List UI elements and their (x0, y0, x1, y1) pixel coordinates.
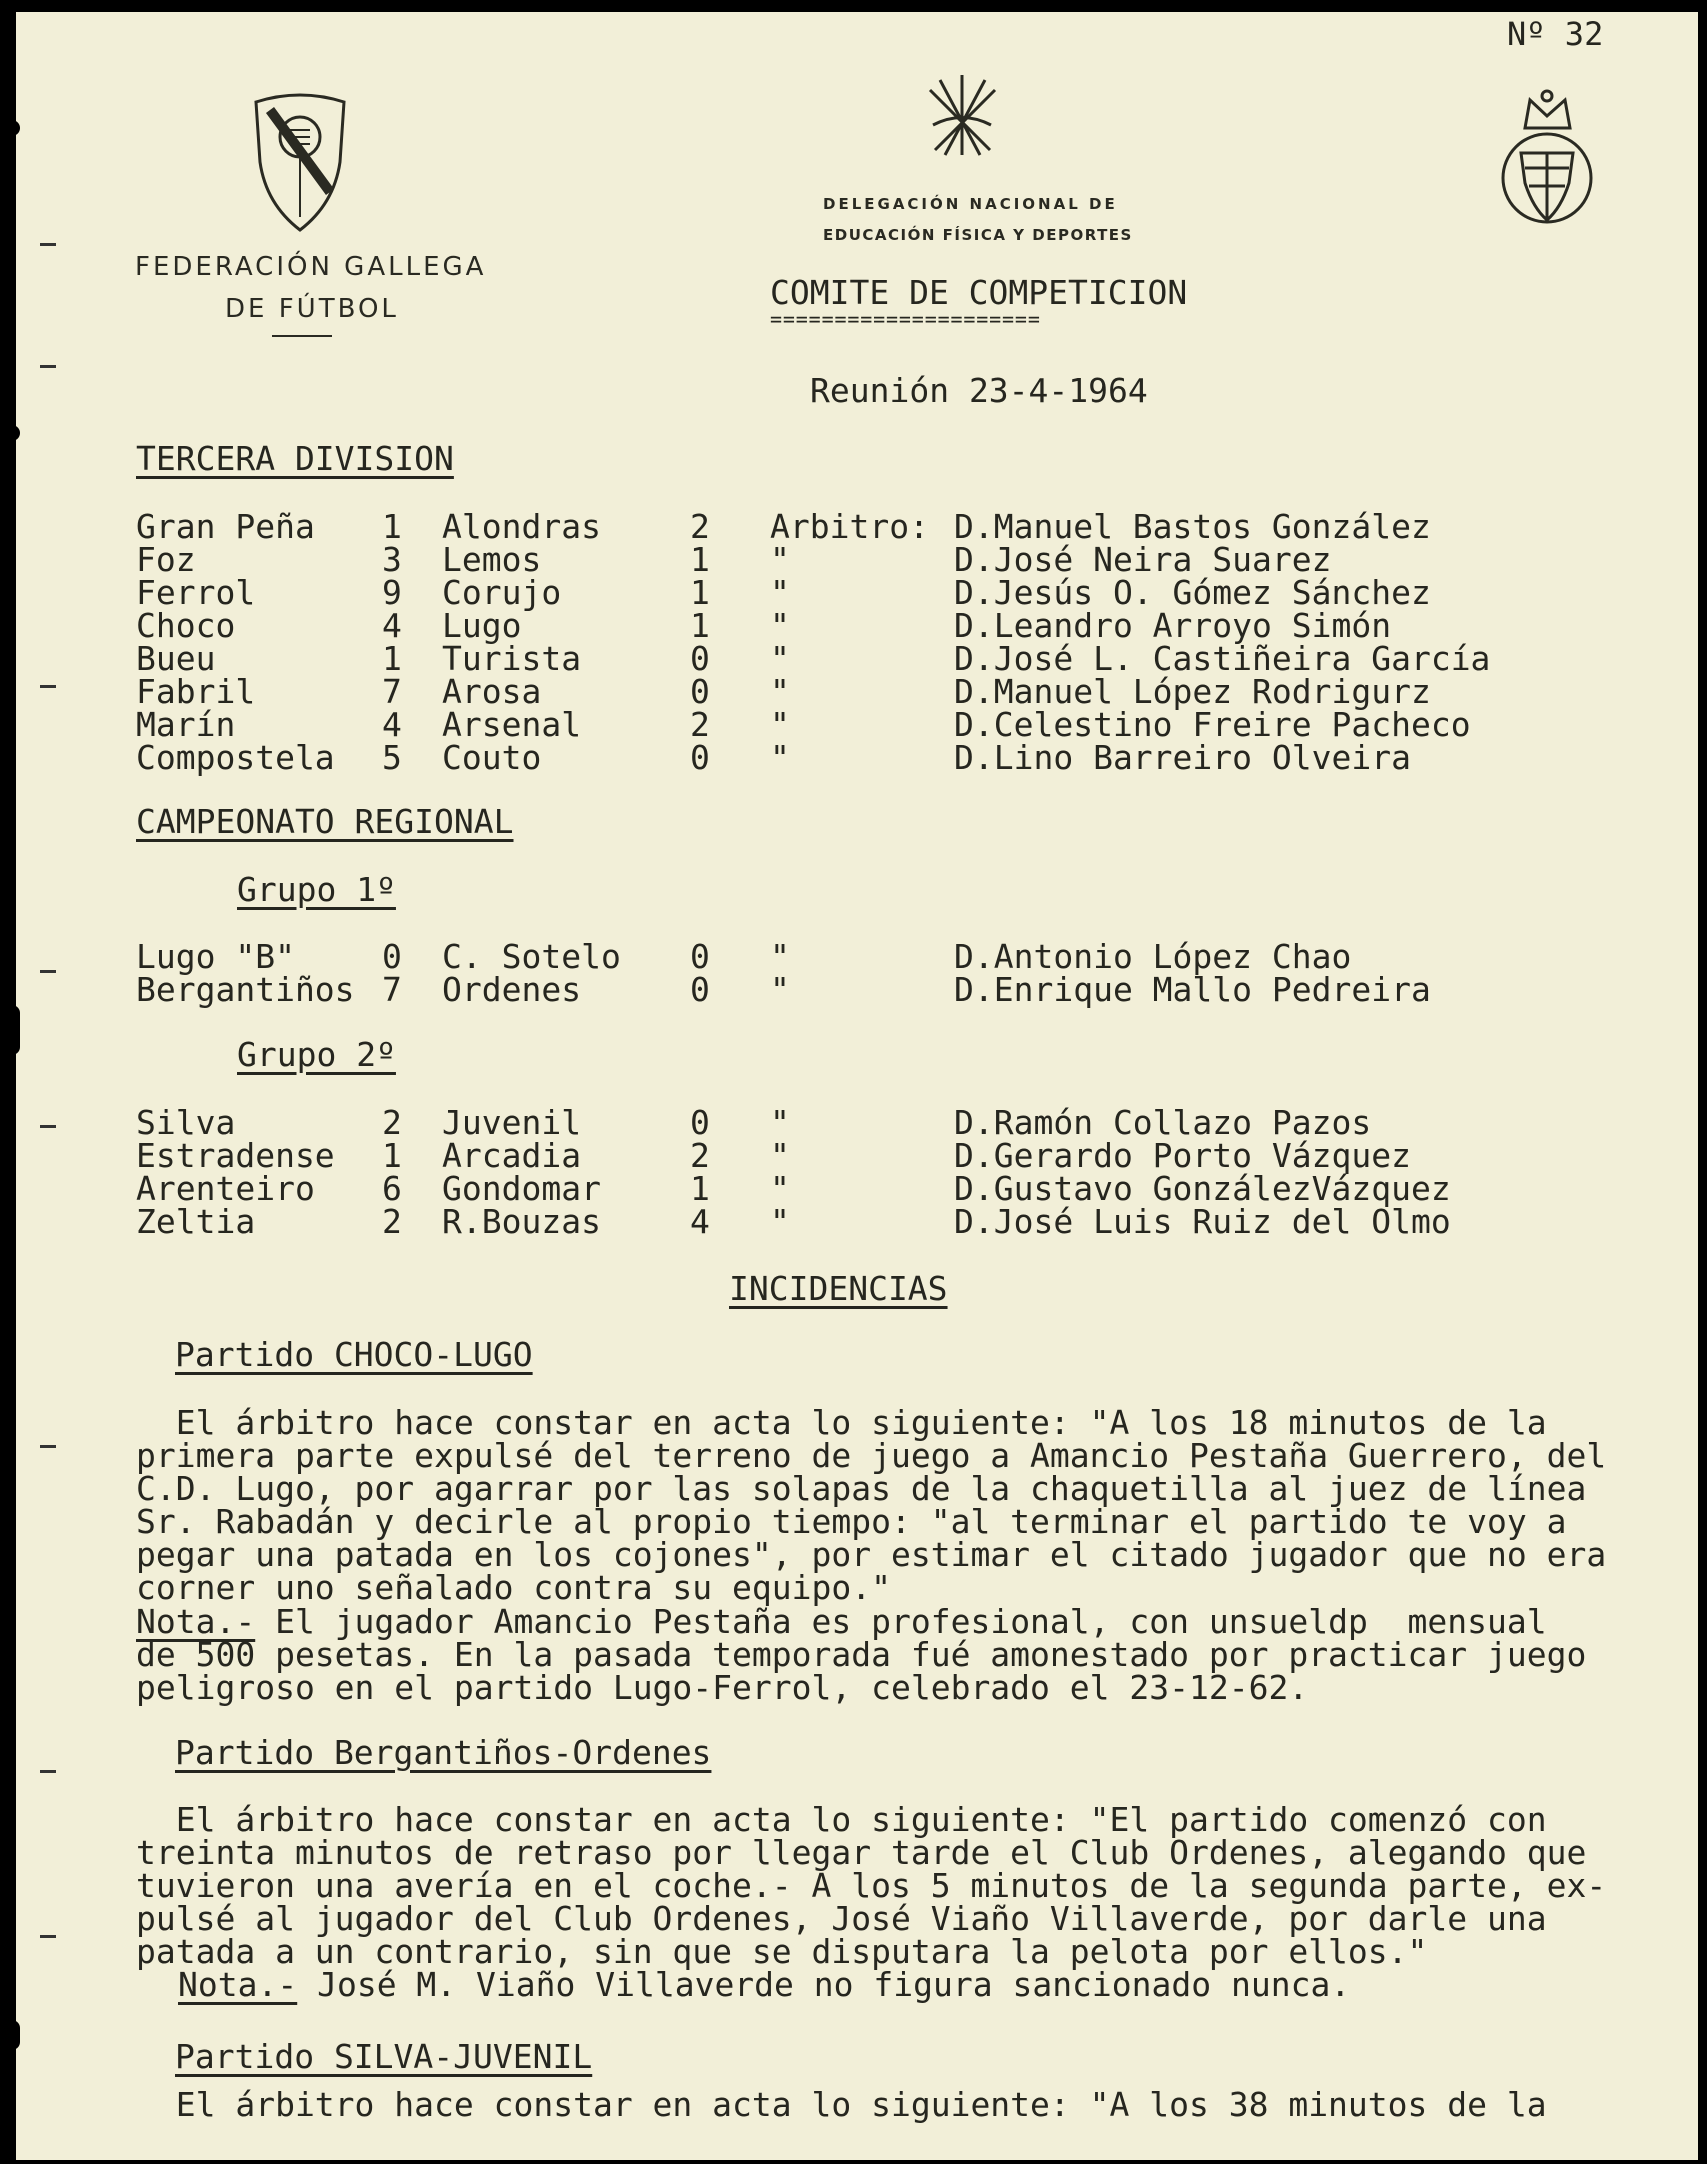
choco-nota-line3: peligroso en el partido Lugo-Ferrol, celebrado el 23-12-62. (136, 1668, 1309, 1707)
choco-report-line: Sr. Rabadán y decirle al propio tiempo: "al terminar el partido te voy a (136, 1502, 1567, 1541)
tercera-match-home: Foz (136, 540, 196, 579)
choco-report-line: corner uno señalado contra su equipo." (136, 1568, 891, 1607)
group2-match-referee: D.Ramón Collazo Pazos (954, 1103, 1372, 1142)
group2-match-hs: 6 (382, 1169, 402, 1208)
meeting-date: Reunión 23-4-1964 (810, 371, 1148, 410)
group1-match-home: Bergantiños (136, 970, 355, 1009)
tercera-match-away: Lugo (442, 606, 522, 645)
group2-match-home: Arenteiro (136, 1169, 315, 1208)
group1-heading: Grupo 1º (237, 870, 396, 909)
group1-match-referee: D.Antonio López Chao (954, 937, 1352, 976)
group2-match-ref-label: " (770, 1169, 790, 1208)
group2-match-home: Estradense (136, 1136, 335, 1175)
group2-match-as: 4 (690, 1202, 710, 1241)
tercera-match-ref-label: " (770, 606, 790, 645)
tercera-match-as: 0 (690, 738, 710, 777)
committee-title-rule: ===================== (770, 307, 1041, 331)
incidencias-heading: INCIDENCIAS (729, 1269, 948, 1308)
group2-match-away: Gondomar (442, 1169, 601, 1208)
berg-nota-label: Nota.- (178, 1965, 298, 2004)
group2-match-hs: 2 (382, 1202, 402, 1241)
tercera-match-hs: 3 (382, 540, 402, 579)
group2-match-as: 0 (690, 1103, 710, 1142)
group1-match-hs: 0 (382, 937, 402, 976)
tercera-match-referee: D.José Neira Suarez (954, 540, 1332, 579)
delegation-line1: DELEGACIÓN NACIONAL DE (823, 195, 1118, 213)
regional-heading: CAMPEONATO REGIONAL (136, 802, 514, 841)
choco-nota-line1: El jugador Amancio Pestaña es profesional, con unsueldp mensual (255, 1602, 1547, 1641)
tercera-match-hs: 9 (382, 573, 402, 612)
group2-match-away: Arcadia (442, 1136, 582, 1175)
tercera-match-away: Arosa (442, 672, 542, 711)
binding-tick (40, 1935, 56, 1938)
tercera-match-hs: 1 (382, 507, 402, 546)
binding-tick (40, 1125, 56, 1128)
silva-juvenil-title: Partido SILVA-JUVENIL (175, 2037, 593, 2076)
group2-match-as: 2 (690, 1136, 710, 1175)
choco-report-line: pegar una patada en los cojones", por estimar el citado jugador que no era (136, 1535, 1607, 1574)
choco-report-line: El árbitro hace constar en acta lo siguiente: "A los 18 minutos de la (136, 1403, 1547, 1442)
berg-report-line: treinta minutos de retraso por llegar tarde el Club Ordenes, alegando que (136, 1833, 1587, 1872)
tercera-match-as: 0 (690, 639, 710, 678)
tercera-match-away: Lemos (442, 540, 542, 579)
berg-report-line: pulsé al jugador del Club Ordenes, José Viaño Villaverde, por darle una (136, 1899, 1547, 1938)
tercera-match-home: Bueu (136, 639, 216, 678)
binding-tick (40, 970, 56, 973)
berg-report-line: tuvieron una avería en el coche.- A los 5 minutos de la segunda parte, ex- (136, 1866, 1607, 1905)
group2-match-hs: 2 (382, 1103, 402, 1142)
tercera-match-ref-label: " (770, 705, 790, 744)
committee-title: COMITE DE COMPETICION (770, 273, 1188, 312)
silva-report-line: El árbitro hace constar en acta lo siguiente: "A los 38 minutos de la (136, 2085, 1547, 2124)
group1-match-referee: D.Enrique Mallo Pedreira (954, 970, 1431, 1009)
group2-heading: Grupo 2º (237, 1035, 396, 1074)
tercera-match-referee: D.Lino Barreiro Olveira (954, 738, 1411, 777)
berg-report-line: patada a un contrario, sin que se disputara la pelota por ellos." (136, 1932, 1428, 1971)
binding-tick (40, 685, 56, 688)
document-number: Nº 32 (1507, 15, 1604, 53)
tercera-match-ref-label: " (770, 639, 790, 678)
berg-nota-text: José M. Viaño Villaverde no figura sancionado nunca. (297, 1965, 1351, 2004)
delegation-line2: EDUCACIÓN FÍSICA Y DEPORTES (823, 226, 1133, 244)
tercera-match-as: 1 (690, 540, 710, 579)
binding-tick (40, 365, 56, 368)
tercera-match-home: Gran Peña (136, 507, 315, 546)
group2-match-referee: D.José Luis Ruiz del Olmo (954, 1202, 1451, 1241)
group2-match-as: 1 (690, 1169, 710, 1208)
tercera-match-referee: D.Leandro Arroyo Simón (954, 606, 1392, 645)
tercera-division-heading: TERCERA DIVISION (136, 439, 454, 478)
group1-match-as: 0 (690, 970, 710, 1009)
group2-match-home: Silva (136, 1103, 236, 1142)
group1-match-hs: 7 (382, 970, 402, 1009)
choco-report-line: C.D. Lugo, por agarrar por las solapas de la chaquetilla al juez de línea (136, 1469, 1587, 1508)
group2-match-home: Zeltia (136, 1202, 256, 1241)
tercera-match-home: Compostela (136, 738, 335, 777)
berg-report-line: El árbitro hace constar en acta lo siguiente: "El partido comenzó con (136, 1800, 1547, 1839)
group1-match-ref-label: " (770, 970, 790, 1009)
tercera-match-ref-label: " (770, 672, 790, 711)
group1-match-away: Ordenes (442, 970, 582, 1009)
group2-match-hs: 1 (382, 1136, 402, 1175)
tercera-match-referee: D.Manuel Bastos González (954, 507, 1431, 546)
tercera-match-as: 1 (690, 606, 710, 645)
tercera-match-ref-label: " (770, 738, 790, 777)
tercera-match-hs: 5 (382, 738, 402, 777)
bergantinos-ordenes-title: Partido Bergantiños-Ordenes (175, 1733, 712, 1772)
tercera-match-as: 0 (690, 672, 710, 711)
choco-lugo-title: Partido CHOCO-LUGO (175, 1335, 533, 1374)
yoke-arrows-emblem (925, 70, 1000, 160)
group1-match-ref-label: " (770, 937, 790, 976)
tercera-match-referee: D.Manuel López Rodrigurz (954, 672, 1431, 711)
crown-emblem (1495, 88, 1600, 233)
binding-tick (40, 243, 56, 246)
binding-tick (40, 1770, 56, 1773)
tercera-match-home: Fabril (136, 672, 256, 711)
group2-match-ref-label: " (770, 1103, 790, 1142)
tercera-match-as: 2 (690, 705, 710, 744)
tercera-match-away: Arsenal (442, 705, 582, 744)
tercera-match-hs: 1 (382, 639, 402, 678)
group1-match-as: 0 (690, 937, 710, 976)
binding-tick (40, 1445, 56, 1448)
federation-shield-emblem (250, 92, 350, 234)
federation-name-line2: DE FÚTBOL (225, 294, 399, 324)
choco-nota-label: Nota.- (136, 1602, 256, 1641)
tercera-match-ref-label: " (770, 573, 790, 612)
binding-punch (0, 120, 20, 136)
group2-match-referee: D.Gerardo Porto Vázquez (954, 1136, 1411, 1175)
group1-match-home: Lugo "B" (136, 937, 295, 976)
tercera-match-away: Corujo (442, 573, 562, 612)
tercera-match-away: Turista (442, 639, 582, 678)
tercera-match-away: Alondras (442, 507, 601, 546)
choco-report-line: primera parte expulsé del terreno de juego a Amancio Pestaña Guerrero, del (136, 1436, 1607, 1475)
tercera-match-as: 1 (690, 573, 710, 612)
tercera-match-hs: 7 (382, 672, 402, 711)
tercera-match-hs: 4 (382, 606, 402, 645)
tercera-match-referee: D.José L. Castiñeira García (954, 639, 1491, 678)
tercera-match-referee: D.Jesús O. Gómez Sánchez (954, 573, 1431, 612)
tercera-match-home: Ferrol (136, 573, 256, 612)
federation-name-line1: FEDERACIÓN GALLEGA (135, 252, 487, 282)
binding-punch (0, 425, 20, 441)
group2-match-away: Juvenil (442, 1103, 582, 1142)
group2-match-referee: D.Gustavo GonzálezVázquez (954, 1169, 1451, 1208)
group2-match-ref-label: " (770, 1202, 790, 1241)
group1-match-away: C. Sotelo (442, 937, 621, 976)
choco-nota (136, 1602, 1547, 1641)
tercera-match-referee: D.Celestino Freire Pacheco (954, 705, 1471, 744)
binding-punch (0, 1005, 20, 1055)
binding-punch (0, 2020, 20, 2050)
tercera-match-ref-label: " (770, 540, 790, 579)
group2-match-away: R.Bouzas (442, 1202, 601, 1241)
federation-rule (272, 335, 332, 337)
tercera-match-as: 2 (690, 507, 710, 546)
choco-nota-line2: de 500 pesetas. En la pasada temporada fué amonestado por practicar juego (136, 1635, 1587, 1674)
group2-match-ref-label: " (770, 1136, 790, 1175)
tercera-match-away: Couto (442, 738, 542, 777)
tercera-match-home: Marín (136, 705, 236, 744)
tercera-match-hs: 4 (382, 705, 402, 744)
berg-nota (178, 1965, 1351, 2004)
tercera-match-ref-label: Arbitro: (770, 507, 929, 546)
tercera-match-home: Choco (136, 606, 236, 645)
